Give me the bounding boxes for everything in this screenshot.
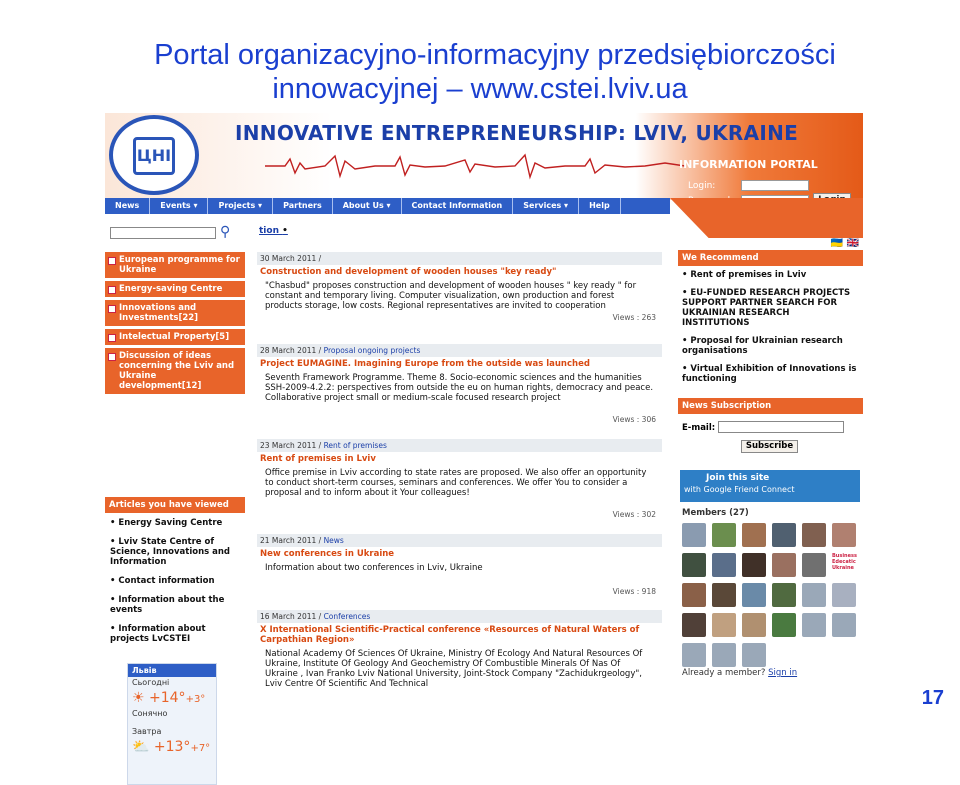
category-item[interactable]: European programme for Ukraine: [105, 252, 245, 278]
google-friend-connect[interactable]: [680, 470, 860, 502]
recommend-header: We Recommend: [678, 250, 863, 266]
nav-services[interactable]: Services ▾: [513, 198, 579, 214]
news-post: [257, 252, 662, 322]
nav-news[interactable]: News: [105, 198, 150, 214]
recommend-list: [678, 266, 863, 396]
avatar[interactable]: [742, 583, 766, 607]
avatar[interactable]: [802, 613, 826, 637]
recommend-link[interactable]: • Virtual Exhibition of Innovations is functioning: [682, 364, 857, 384]
slide-title: [0, 38, 960, 106]
nav-help[interactable]: Help: [579, 198, 621, 214]
weather-city: Львів: [128, 664, 216, 677]
news-post: [257, 344, 662, 424]
news-post: [257, 610, 662, 691]
left-sidebar: [105, 218, 245, 755]
post-category-link[interactable]: Rent of premises: [323, 441, 387, 450]
recent-article-link[interactable]: • Contact information: [110, 576, 215, 586]
nav-events[interactable]: Events ▾: [150, 198, 208, 214]
post-date-text: 21 March 2011 /: [260, 536, 322, 545]
post-body: "Chasbud" proposes construction and development of wooden houses " key ready " for constant and temporary living. Computer visualization, own production and forest products storage, low costs. Regional representatives are invited to cooperation: [265, 281, 637, 311]
post-date-text: 28 March 2011 /: [260, 346, 322, 355]
category-menu: [105, 252, 245, 397]
post-body: Information about two conferences in Lviv, Ukraine: [265, 563, 483, 573]
post-views: Views : 302: [612, 510, 656, 519]
site-banner: [105, 113, 863, 200]
news-post: [257, 534, 662, 596]
email-field[interactable]: [718, 421, 844, 433]
language-flags[interactable]: 🇺🇦 🇬🇧: [830, 238, 859, 249]
post-title[interactable]: New conferences in Ukraine: [260, 549, 395, 559]
category-item[interactable]: Energy-saving Centre: [105, 281, 245, 297]
category-item[interactable]: Innovations and Investments[22]: [105, 300, 245, 326]
post-views: Views : 918: [612, 587, 656, 596]
avatar[interactable]: [832, 583, 856, 607]
recent-article-link[interactable]: • Information about the events: [110, 595, 225, 615]
website-screenshot: [105, 113, 863, 755]
nav-projects[interactable]: Projects ▾: [208, 198, 273, 214]
avatar[interactable]: [712, 523, 736, 547]
avatar[interactable]: [682, 613, 706, 637]
post-date: [257, 344, 662, 357]
nav-about[interactable]: About Us ▾: [333, 198, 402, 214]
business-badge[interactable]: Business Edecatic Ukraine: [832, 553, 856, 577]
subscription-box: [678, 398, 863, 451]
main-nav: [105, 198, 670, 214]
recommend-link[interactable]: • Rent of premises in Lviv: [682, 270, 807, 280]
recommend-link[interactable]: • Proposal for Ukrainian research organisations: [682, 336, 843, 356]
sign-in-link[interactable]: Sign in: [768, 668, 798, 678]
nav-partners[interactable]: Partners: [273, 198, 333, 214]
post-category-link[interactable]: Conferences: [323, 612, 371, 621]
post-date: [257, 252, 662, 265]
weather-tomorrow-low: +7°: [190, 743, 211, 754]
category-item[interactable]: Discussion of ideas concerning the Lviv and Ukraine development[12]: [105, 348, 245, 394]
recent-articles-list: [110, 518, 242, 653]
avatar[interactable]: [682, 643, 706, 667]
avatar[interactable]: [742, 613, 766, 637]
news-feed: [255, 218, 665, 689]
category-item[interactable]: Intelectual Property[5]: [105, 329, 245, 345]
nav-contact[interactable]: Contact Information: [402, 198, 514, 214]
post-views: Views : 306: [612, 415, 656, 424]
post-date: [257, 534, 662, 547]
recent-articles-header: Articles you have viewed: [105, 497, 245, 513]
members-grid: [682, 523, 856, 667]
post-body: National Academy Of Sciences Of Ukraine, Ministry Of Ecology And Natural Resources Of Ukraine, Institute Of Geology And Geochemistry Of Combustible Minerals Of Nas Of Ukraine , Ivan Franko Lviv National University, Joint-Stock Company "Zachidukrgeology", Lviv Centre Of Scientific And Technical: [265, 649, 643, 689]
avatar[interactable]: [772, 583, 796, 607]
weather-tomorrow-temp: +13°: [153, 739, 191, 755]
avatar[interactable]: [802, 523, 826, 547]
avatar[interactable]: [712, 553, 736, 577]
post-date: [257, 439, 662, 452]
pulse-line-graphic: [265, 151, 685, 181]
avatar[interactable]: [772, 523, 796, 547]
subscription-header: News Subscription: [678, 398, 863, 414]
avatar[interactable]: [712, 613, 736, 637]
weather-today-temp: +14°: [149, 690, 186, 706]
post-date-text: 16 March 2011 /: [260, 612, 322, 621]
weather-today-label: Сьогодні: [132, 678, 170, 687]
avatar[interactable]: [712, 583, 736, 607]
gfc-join-label: Join this site: [706, 473, 770, 483]
avatar[interactable]: [712, 643, 736, 667]
avatar[interactable]: [802, 583, 826, 607]
avatar[interactable]: [772, 613, 796, 637]
post-body: Office premise in Lviv according to state rates are proposed. We also offer an opportunity to conduct short-term courses, seminars and conferences. We offer You to consider a proposal and to inform about it Your colleagues!: [265, 468, 647, 498]
avatar[interactable]: [682, 583, 706, 607]
cloud-sun-icon: ⛅: [132, 739, 150, 755]
post-category-link[interactable]: Proposal ongoing projects: [323, 346, 421, 355]
search-icon[interactable]: ⚲: [220, 224, 231, 240]
avatar[interactable]: [832, 523, 856, 547]
post-title[interactable]: Rent of premises in Lviv: [260, 454, 376, 464]
subscribe-button[interactable]: Subscribe: [741, 440, 798, 453]
recent-article-link[interactable]: • Lviv State Centre of Science, Innovations and Information: [110, 537, 231, 567]
page-number: 17: [921, 687, 944, 709]
avatar[interactable]: [682, 523, 706, 547]
members-title: Members (27): [682, 508, 749, 518]
avatar[interactable]: [742, 523, 766, 547]
avatar[interactable]: [772, 553, 796, 577]
post-body: Seventh Framework Programme. Theme 8. Socio-economic sciences and the humanities SSH-2009-4.2.2: perspectives from outside the eu on human rights, democracy and peace. Collaborative project small or medium-scale focused research project: [265, 373, 654, 403]
post-date-text: 23 March 2011 /: [260, 441, 322, 450]
already-member: [682, 668, 797, 678]
search-input[interactable]: [110, 227, 216, 239]
already-member-text: Already a member?: [682, 668, 766, 678]
recent-article-link[interactable]: • Information about projects LvCSTEI: [110, 624, 206, 644]
avatar[interactable]: [742, 643, 766, 667]
login-label: Login:: [688, 181, 716, 191]
news-post: [257, 439, 662, 519]
slide-title-line2: innowacyjnej – www.cstei.lviv.ua: [272, 73, 688, 105]
breadcrumb-text: tion: [259, 226, 279, 236]
post-title[interactable]: Project EUMAGINE. Imagining Europe from the outside was launched: [260, 359, 590, 369]
post-date: [257, 610, 662, 623]
sun-icon: ☀: [132, 690, 145, 706]
weather-widget: [127, 663, 217, 785]
weather-condition: Сонячно: [132, 709, 168, 718]
logo-mark: ЦНІ: [133, 137, 175, 175]
site-logo[interactable]: [109, 115, 199, 195]
post-title[interactable]: X International Scientific-Practical conference «Resources of Natural Waters of Carpathian Region»: [260, 625, 640, 645]
post-date-text: 30 March 2011 /: [260, 254, 322, 263]
email-label: E-mail:: [682, 423, 716, 433]
gfc-sub-label: with Google Friend Connect: [684, 485, 795, 494]
weather-today-low: +3°: [185, 694, 206, 705]
nav-decoration: [670, 198, 863, 238]
avatar[interactable]: [682, 553, 706, 577]
login-input[interactable]: [741, 180, 809, 191]
breadcrumb[interactable]: tion •: [259, 226, 288, 236]
banner-title: INNOVATIVE ENTREPRENEURSHIP: LVIV, UKRAINE: [235, 121, 799, 145]
avatar[interactable]: [802, 553, 826, 577]
post-views: Views : 263: [612, 313, 656, 322]
weather-tomorrow-label: Завтра: [132, 727, 162, 736]
post-category-link[interactable]: News: [323, 536, 344, 545]
recent-article-link[interactable]: • Energy Saving Centre: [110, 518, 223, 528]
info-portal-label: INFORMATION PORTAL: [679, 158, 818, 171]
post-title[interactable]: Construction and development of wooden houses "key ready": [260, 267, 557, 277]
avatar[interactable]: [742, 553, 766, 577]
recommend-link[interactable]: • EU-FUNDED RESEARCH PROJECTS SUPPORT PARTNER SEARCH FOR UKRAINIAN RESEARCH INSTITUTIONS: [682, 288, 851, 328]
avatar[interactable]: [832, 613, 856, 637]
right-sidebar: [678, 238, 863, 685]
slide-title-line1: Portal organizacyjno-informacyjny przedsiębiorczości: [154, 39, 836, 71]
